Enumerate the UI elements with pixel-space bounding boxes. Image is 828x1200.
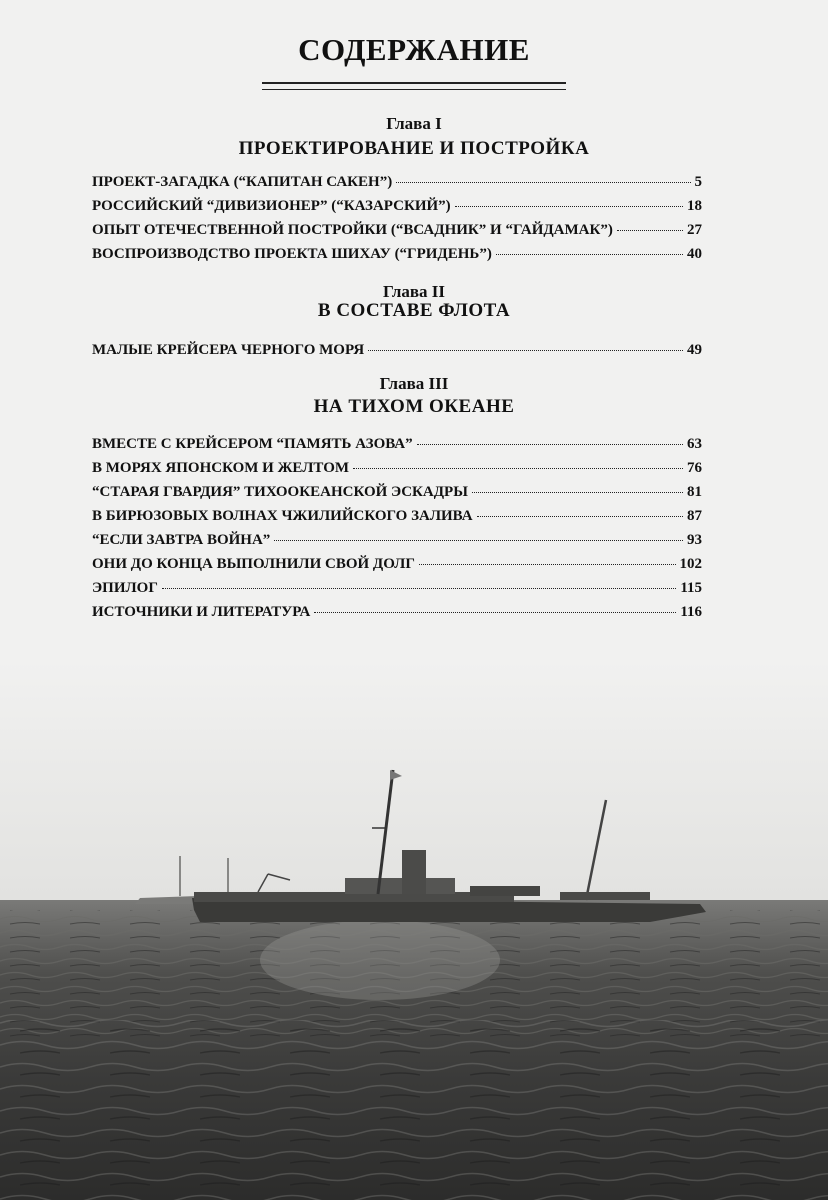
dot-leader xyxy=(617,230,683,231)
dot-leader xyxy=(472,492,683,493)
dot-leader xyxy=(496,254,683,255)
chapter-3-number: Глава III xyxy=(379,374,449,393)
toc-entry-label: В БИРЮЗОВЫХ ВОЛНАХ ЧЖИЛИЙСКОГО ЗАЛИВА xyxy=(92,508,473,524)
ship-photograph xyxy=(0,660,828,1200)
dot-leader xyxy=(274,540,683,541)
toc-entry[interactable] xyxy=(92,580,702,604)
toc-entry[interactable] xyxy=(92,436,702,460)
toc-entry-page: 63 xyxy=(687,436,702,452)
wave-texture-near xyxy=(0,1020,828,1200)
toc-entry[interactable] xyxy=(92,222,702,246)
toc-entry-label: ПРОЕКТ-ЗАГАДКА (“КАПИТАН САКЕН”) xyxy=(92,174,393,190)
toc-entry-page: 102 xyxy=(679,556,702,572)
toc-entry[interactable] xyxy=(92,532,702,556)
toc-entry-page: 115 xyxy=(680,580,702,596)
chapter-1-title: ПРОЕКТИРОВАНИЕ И ПОСТРОЙКА xyxy=(238,138,590,159)
toc-entry-page: 87 xyxy=(687,508,702,524)
toc-entry[interactable] xyxy=(92,342,702,366)
dot-leader xyxy=(477,516,683,517)
chapter-2-number: Глава II xyxy=(382,282,446,301)
dot-leader xyxy=(419,564,676,565)
toc-entry-label: ЭПИЛОГ xyxy=(92,580,158,596)
water-reflection xyxy=(260,920,500,1000)
toc-entry[interactable] xyxy=(92,174,702,198)
page-title: СОДЕРЖАНИЕ xyxy=(298,32,530,67)
dot-leader xyxy=(353,468,683,469)
toc-entry-page: 40 xyxy=(687,246,702,262)
toc-entry-label: “СТАРАЯ ГВАРДИЯ” ТИХООКЕАНСКОЙ ЭСКАДРЫ xyxy=(92,484,468,500)
toc-entry-label: “ЕСЛИ ЗАВТРА ВОЙНА” xyxy=(92,532,271,548)
toc-entry-page: 49 xyxy=(687,342,702,358)
toc-entry[interactable] xyxy=(92,198,702,222)
dot-leader xyxy=(314,612,676,613)
toc-entry-page: 93 xyxy=(687,532,702,548)
chapter-1-number: Глава I xyxy=(386,114,442,133)
toc-entry-label: ВОСПРОИЗВОДСТВО ПРОЕКТА ШИХАУ (“ГРИДЕНЬ”) xyxy=(92,246,492,262)
toc-entry-page: 18 xyxy=(687,198,702,214)
toc-entry-page: 76 xyxy=(687,460,702,476)
dot-leader xyxy=(396,182,690,183)
chapter-1-toc xyxy=(92,174,702,270)
toc-entry-page: 81 xyxy=(687,484,702,500)
toc-entry[interactable] xyxy=(92,604,702,628)
toc-entry-page: 27 xyxy=(687,222,702,238)
toc-entry[interactable] xyxy=(92,246,702,270)
toc-entry[interactable] xyxy=(92,508,702,532)
chapter-2-toc xyxy=(92,342,702,366)
toc-entry-page: 116 xyxy=(680,604,702,620)
chapter-2-title: В СОСТАВЕ ФЛОТА xyxy=(317,300,511,321)
title-divider xyxy=(262,82,566,90)
toc-entry-label: ОПЫТ ОТЕЧЕСТВЕННОЙ ПОСТРОЙКИ (“ВСАДНИК” И “ГАЙДАМАК”) xyxy=(92,222,613,238)
dot-leader xyxy=(162,588,676,589)
toc-entry-label: МАЛЫЕ КРЕЙСЕРА ЧЕРНОГО МОРЯ xyxy=(92,342,365,358)
toc-entry[interactable] xyxy=(92,460,702,484)
chapter-3-title: НА ТИХОМ ОКЕАНЕ xyxy=(313,396,515,417)
toc-entry[interactable] xyxy=(92,556,702,580)
toc-entry-label: РОССИЙСКИЙ “ДИВИЗИОНЕР” (“КАЗАРСКИЙ”) xyxy=(92,198,451,214)
toc-entry-label: ВМЕСТЕ С КРЕЙСЕРОМ “ПАМЯТЬ АЗОВА” xyxy=(92,436,413,452)
dot-leader xyxy=(417,444,683,445)
toc-entry-label: В МОРЯХ ЯПОНСКОМ И ЖЕЛТОМ xyxy=(92,460,350,476)
toc-entry-label: ОНИ ДО КОНЦА ВЫПОЛНИЛИ СВОЙ ДОЛГ xyxy=(92,556,415,572)
toc-entry-page: 5 xyxy=(694,174,702,190)
toc-entry-label: ИСТОЧНИКИ И ЛИТЕРАТУРА xyxy=(92,604,311,620)
dot-leader xyxy=(455,206,683,207)
dot-leader xyxy=(368,350,683,351)
chapter-3-toc xyxy=(92,436,702,628)
toc-entry[interactable] xyxy=(92,484,702,508)
